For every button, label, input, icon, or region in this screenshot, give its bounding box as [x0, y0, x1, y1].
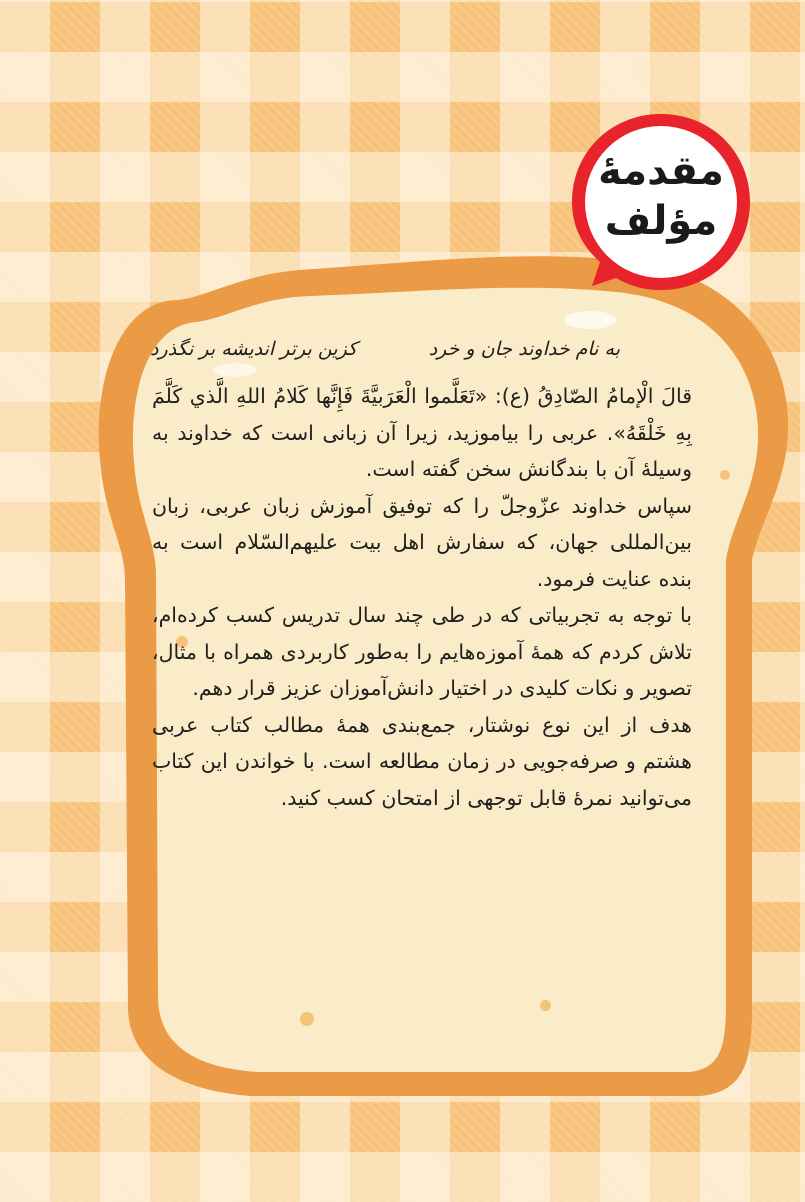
opening-verse: [150, 338, 620, 360]
badge-title-line1: مقدمهٔ: [598, 148, 724, 194]
crumb-dot: [720, 470, 730, 480]
section-badge: [566, 108, 756, 298]
crumb-dot: [540, 1000, 551, 1011]
preface-paragraph: با توجه به تجربیاتی که در طی چند سال تدریس کسب کرده‌ام، تلاش کردم که همهٔ آموزه‌هایم را به‌طور کاربردی همراه با مثال، تصویر و نکات کلیدی در اختیار دانش‌آموزان عزیز قرار دهم.: [152, 603, 692, 700]
preface-paragraph: هدف از این نوع نوشتار، جمع‌بندی همهٔ مطالب کتاب عربی هشتم و صرفه‌جویی در زمان مطالعه است. با خواندن این کتاب می‌توانید نمرهٔ قابل توجهی از امتحان کسب کنید.: [152, 712, 692, 810]
verse-first-hemistich: به نام خداوند جان و خرد: [428, 338, 620, 360]
crumb-dot: [300, 1012, 314, 1026]
preface-paragraph: سپاس خداوند عزّوجلّ را که توفیق آموزش زبان عربی، زبان بین‌المللی جهان، که سفارش اهل بیت علیهم‌السّلام است به بنده عنایت فرمود.: [152, 493, 692, 591]
badge-title-line2: مؤلف: [604, 198, 718, 244]
crumb-highlight: [213, 363, 257, 377]
verse-second-hemistich: کزین برتر اندیشه بر نگذرد: [150, 338, 358, 360]
crumb-highlight: [564, 311, 616, 329]
preface-body: [152, 378, 692, 816]
preface-paragraph: قالَ الْإمامُ الصّادِقُ (ع): «تَعَلَّموا الْعَرَبيَّةَ فَإِنَّها كَلامُ اللهِ الَّذي كَلَّمَ بِهِ خَلْقَهُ». عربی را بیاموزید، زیرا آن زبانی است که خداوند به وسیلهٔ آن با بندگانش سخن گفته است.: [152, 384, 692, 481]
